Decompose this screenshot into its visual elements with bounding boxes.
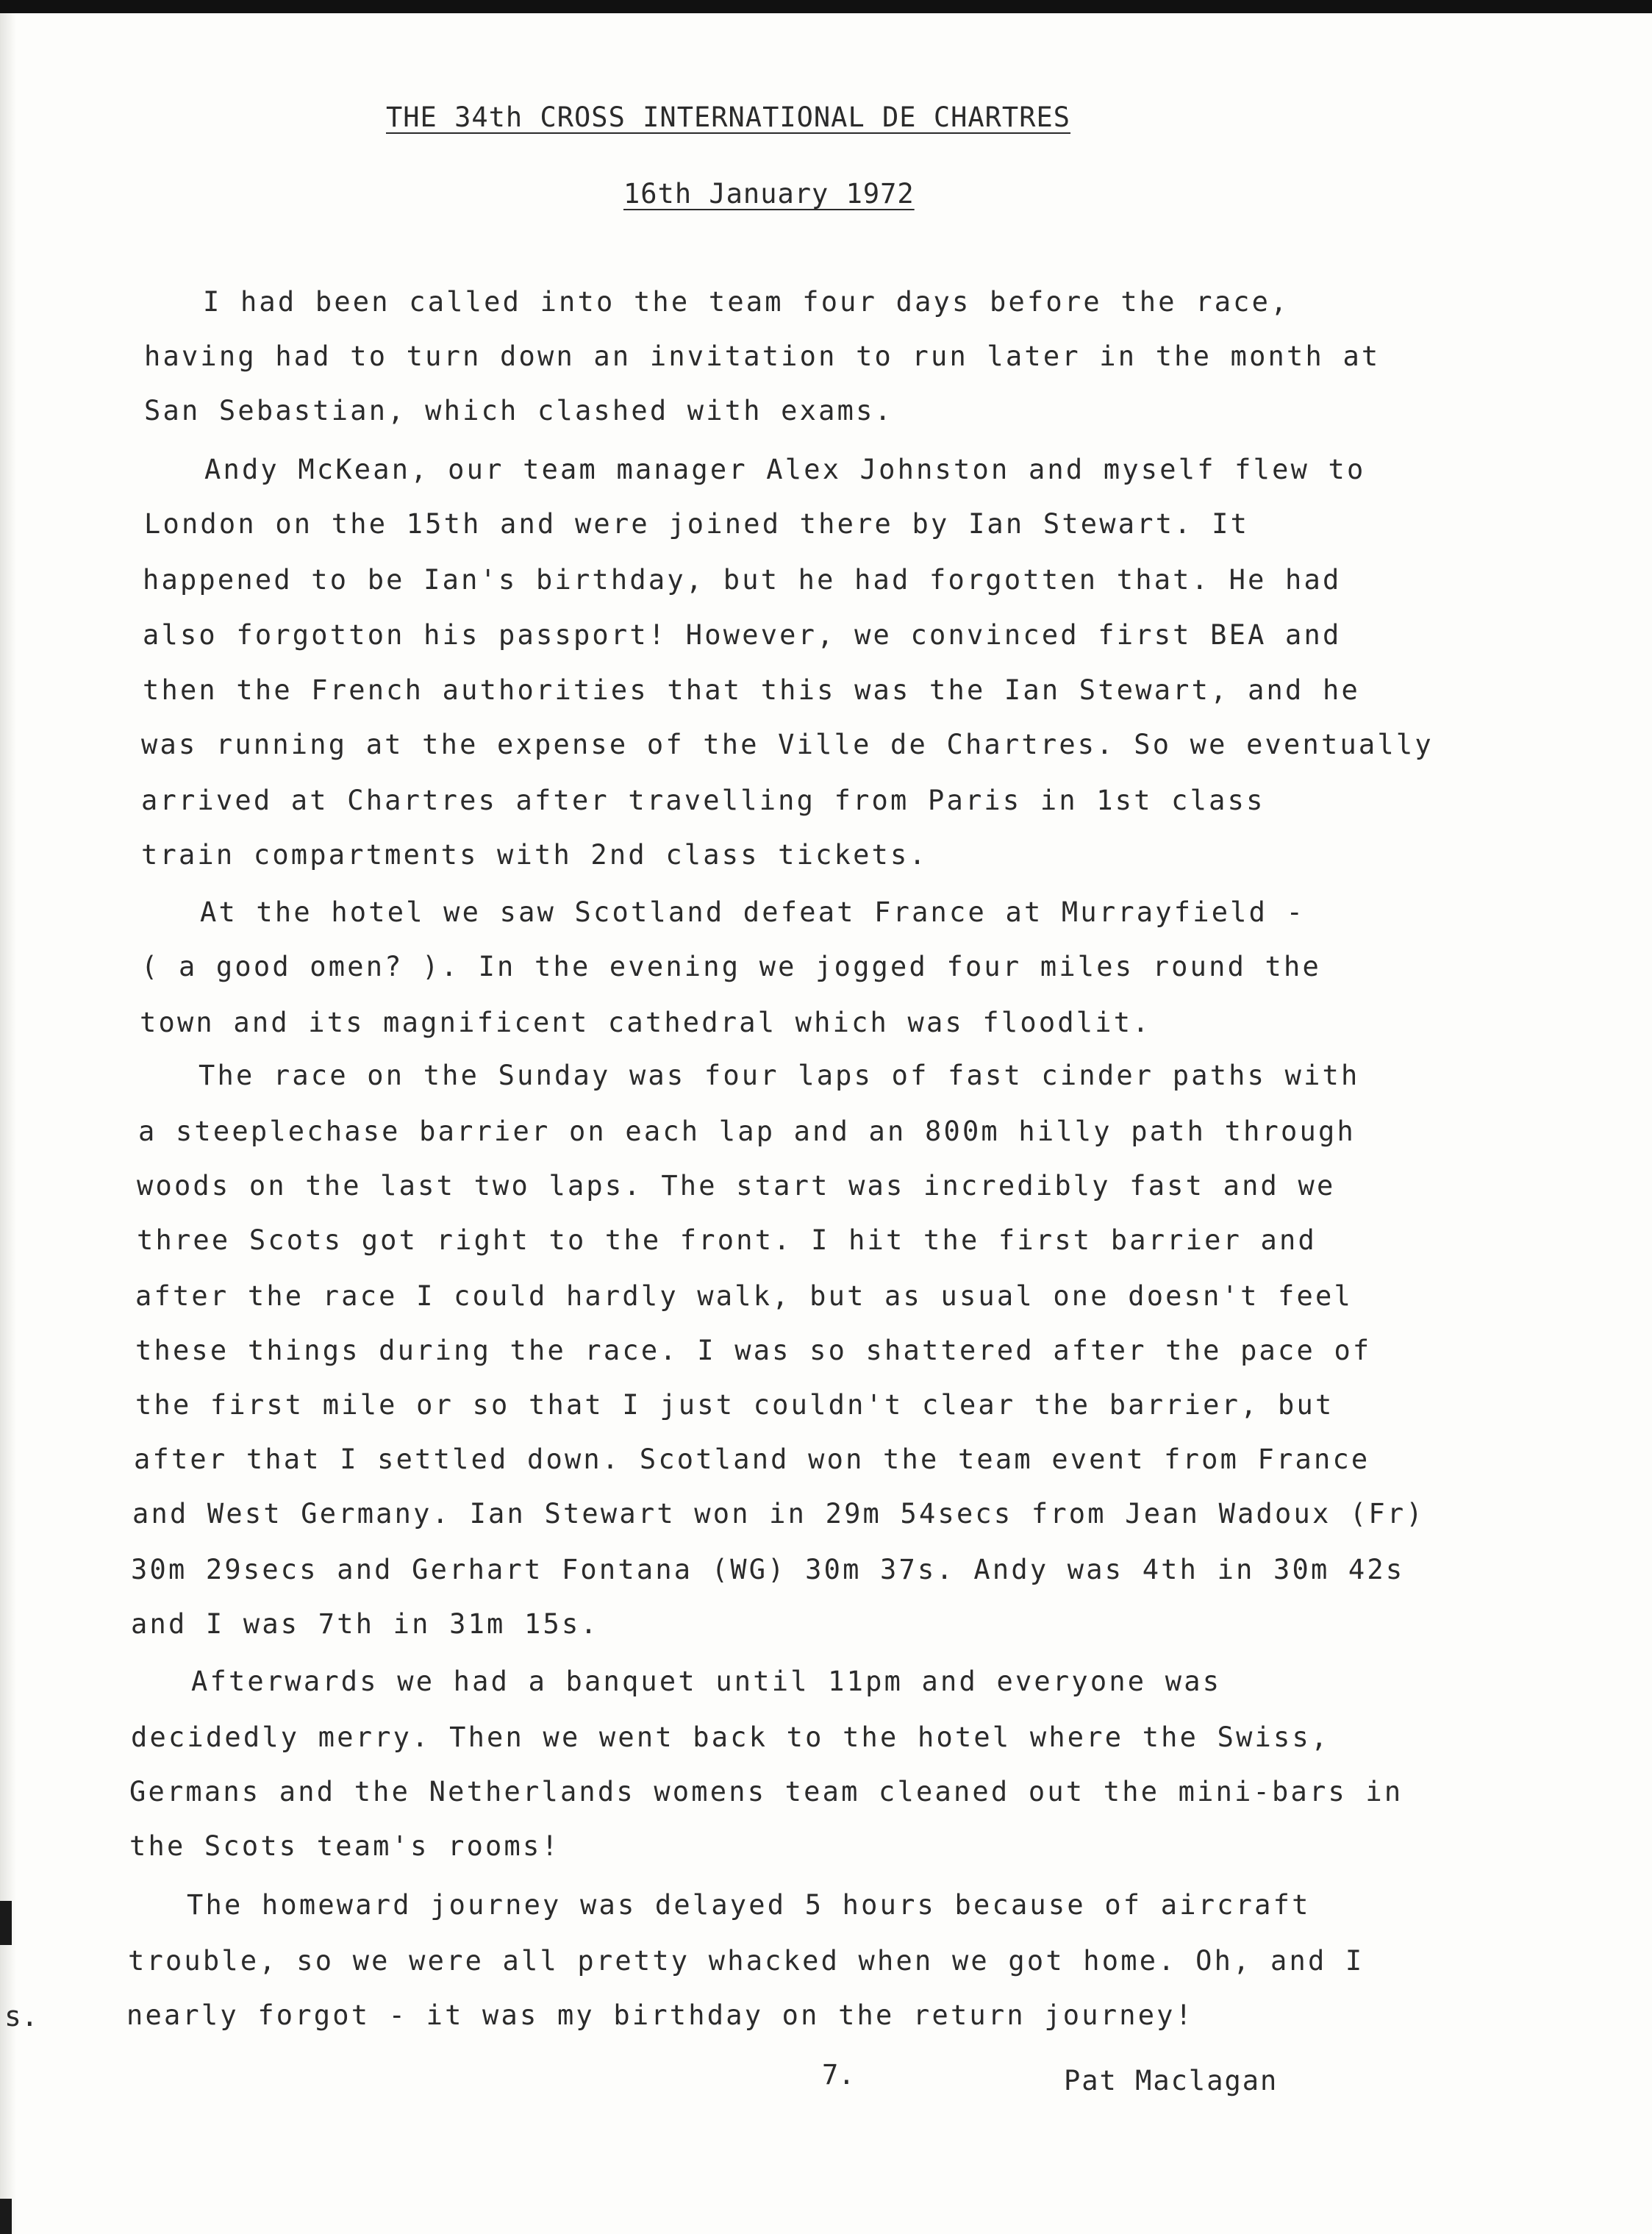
body-line: ( a good omen? ). In the evening we jogged four miles round the xyxy=(141,951,1321,982)
body-line: a steeplechase barrier on each lap and an 800m hilly path through xyxy=(138,1116,1356,1147)
scan-edge-mark xyxy=(0,2199,12,2234)
body-line: woods on the last two laps. The start was incredibly fast and we xyxy=(137,1170,1336,1202)
body-line: Germans and the Netherlands womens team cleaned out the mini-bars in xyxy=(129,1776,1404,1807)
body-line: San Sebastian, which clashed with exams. xyxy=(144,395,894,427)
document-title: THE 34th CROSS INTERNATIONAL DE CHARTRES xyxy=(386,101,1071,133)
body-line: Afterwards we had a banquet until 11pm and everyone was xyxy=(191,1666,1222,1697)
body-line: nearly forgot - it was my birthday on the return journey! xyxy=(126,1999,1195,2031)
body-line: The homeward journey was delayed 5 hours because of aircraft xyxy=(187,1889,1311,1921)
body-line: train compartments with 2nd class tickets. xyxy=(141,839,928,871)
body-line: Andy McKean, our team manager Alex Johnston and myself flew to xyxy=(204,454,1366,485)
body-line: three Scots got right to the front. I hit the first barrier and xyxy=(137,1224,1317,1256)
body-line: then the French authorities that this was the Ian Stewart, and he xyxy=(143,674,1360,706)
body-line: arrived at Chartres after travelling from Paris in 1st class xyxy=(141,785,1265,816)
body-line: and I was 7th in 31m 15s. xyxy=(131,1608,599,1640)
body-line: At the hotel we saw Scotland defeat France at Murrayfield - xyxy=(200,896,1306,928)
body-line: these things during the race. I was so shattered after the pace of xyxy=(135,1335,1372,1366)
body-line: happened to be Ian's birthday, but he had forgotten that. He had xyxy=(143,564,1342,596)
author-signature: Pat Maclagan xyxy=(1064,2065,1279,2096)
body-line: also forgotton his passport! However, we convinced first BEA and xyxy=(143,619,1342,651)
margin-bleed-text: s. xyxy=(4,2000,38,2033)
body-line: decidedly merry. Then we went back to the hotel where the Swiss, xyxy=(131,1721,1330,1753)
body-line: London on the 15th and were joined there by Ian Stewart. It xyxy=(144,508,1250,540)
body-line: after that I settled down. Scotland won the team event from France xyxy=(134,1443,1370,1475)
body-line: trouble, so we were all pretty whacked when we got home. Oh, and I xyxy=(128,1945,1365,1977)
body-line: after the race I could hardly walk, but as usual one doesn't feel xyxy=(135,1280,1353,1312)
body-line: town and its magnificent cathedral which was floodlit. xyxy=(140,1007,1151,1038)
body-line: the Scots team's rooms! xyxy=(129,1830,560,1862)
scan-top-edge xyxy=(0,0,1652,13)
scan-edge-mark xyxy=(0,1901,12,1945)
body-line: the first mile or so that I just couldn't clear the barrier, but xyxy=(135,1389,1334,1421)
body-line: having had to turn down an invitation to run later in the month at xyxy=(144,340,1381,372)
page-number: 7. xyxy=(822,2059,855,2091)
body-line: 30m 29secs and Gerhart Fontana (WG) 30m 37s. Andy was 4th in 30m 42s xyxy=(131,1554,1405,1585)
body-line: and West Germany. Ian Stewart won in 29m 54secs from Jean Wadoux (Fr) xyxy=(132,1498,1425,1530)
body-line: The race on the Sunday was four laps of fast cinder paths with xyxy=(199,1060,1360,1091)
document-date: 16th January 1972 xyxy=(623,178,915,210)
body-line: was running at the expense of the Ville de Chartres. So we eventually xyxy=(141,729,1434,760)
body-line: I had been called into the team four days before the race, xyxy=(203,286,1290,318)
